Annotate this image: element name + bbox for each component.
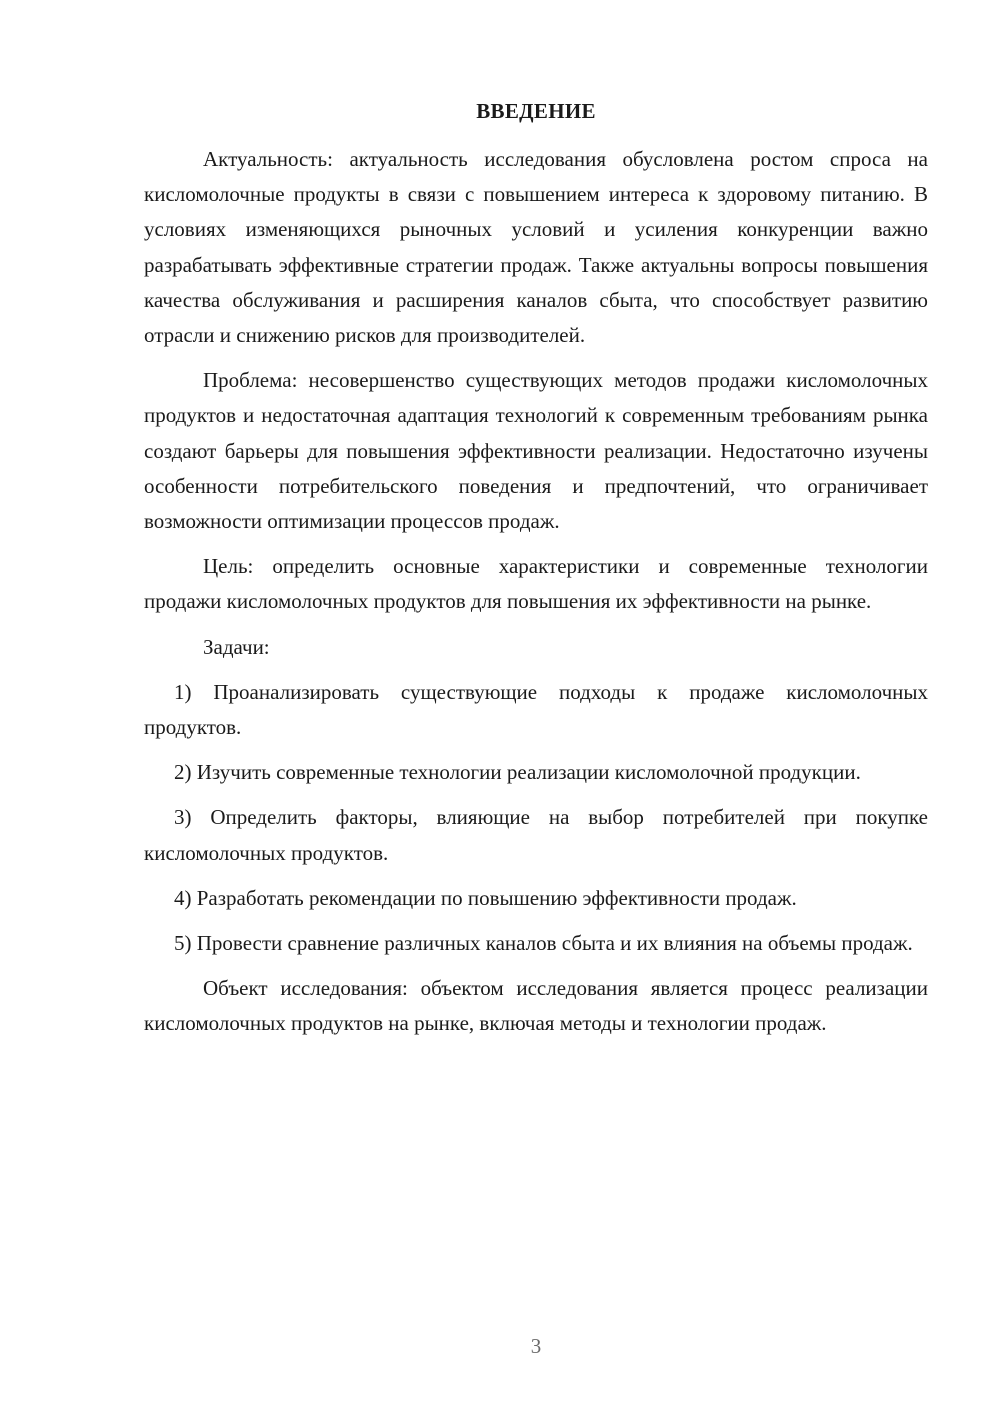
task-item-4: 4) Разработать рекомендации по повышению эффективности продаж.	[174, 885, 797, 910]
page-title: ВВЕДЕНИЕ	[476, 99, 596, 123]
object-paragraph: Объект исследования: объектом исследования является процесс реализации кисломолочных продуктов на рынке, включая методы и технологии продаж.	[144, 976, 928, 1036]
relevance-paragraph: Актуальность: актуальность исследования обусловлена ростом спроса на кисломолочные продукты в связи с повышением интереса к здоровому питанию. В условиях изменяющихся рыночных условий и усиления конкуренции важно разрабатывать эффективные стратегии продаж. Также актуальны вопросы повышения качества обслуживания и расширения каналов сбыта, что способствует развитию отрасли и снижению рисков для производителей.	[144, 147, 928, 348]
task-item-3: 3) Определить факторы, влияющие на выбор потребителей при покупке кисломолочных продуктов.	[144, 805, 928, 865]
task-item-1: 1) Проанализировать существующие подходы к продаже кисломолочных продуктов.	[144, 679, 928, 740]
task-item-5: 5) Провести сравнение различных каналов сбыта и их влияния на объемы продаж.	[174, 931, 913, 956]
task-item-2: 2) Изучить современные технологии реализации кисломолочной продукции.	[174, 760, 861, 785]
document-body	[144, 142, 928, 1052]
problem-paragraph: Проблема: несовершенство существующих методов продажи кисломолочных продуктов и недостаточная адаптация технологий к современным требованиям рынка создают барьеры для повышения эффективности реализации. Недостаточно изучены особенности потребительского поведения и предпочтений, что ограничивает возможности оптимизации процессов продаж.	[144, 368, 928, 534]
tasks-label: Задачи:	[203, 634, 270, 659]
page-number: 3	[530, 1334, 542, 1358]
document-page	[144, 0, 928, 1414]
goal-paragraph: Цель: определить основные характеристики и современные технологии продажи кисломолочных продуктов для повышения их эффективности на рынке.	[144, 554, 928, 614]
